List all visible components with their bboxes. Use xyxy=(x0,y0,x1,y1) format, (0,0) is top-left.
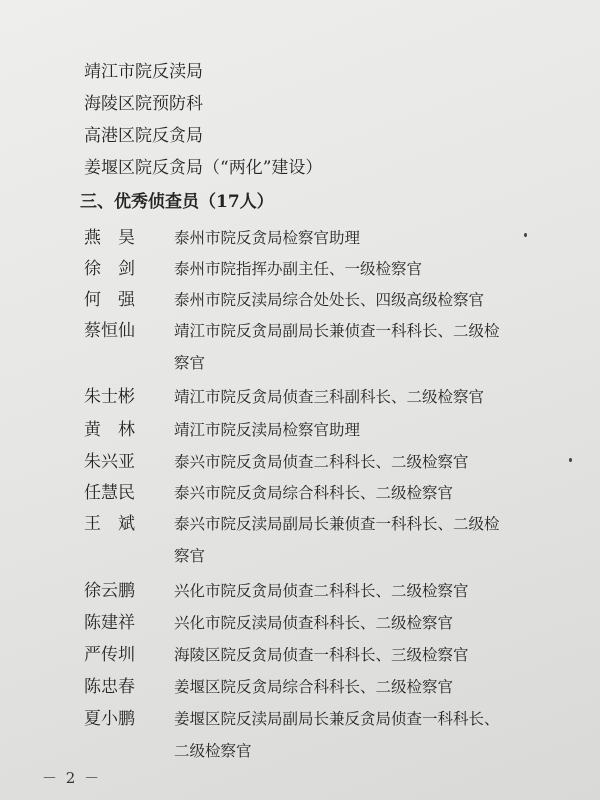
person-row xyxy=(84,483,584,505)
person-duty: 海陵区院反贪局侦查一科科长、三级检察官 xyxy=(174,646,469,664)
org-line: 高港区院反贪局 xyxy=(84,126,203,146)
org-line: 海陵区院预防科 xyxy=(84,94,203,114)
ink-speck xyxy=(569,458,572,462)
person-duty: 泰州市院指挥办副主任、一级检察官 xyxy=(174,260,423,278)
person-name: 严传圳 xyxy=(84,645,135,665)
person-row xyxy=(84,228,584,250)
person-name: 徐剑 xyxy=(84,259,152,279)
person-row xyxy=(84,514,584,536)
person-duty: 兴化市院反渎局侦查科科长、二级检察官 xyxy=(174,614,454,632)
person-row xyxy=(84,613,584,635)
person-duty-continued: 二级检察官 xyxy=(174,742,252,760)
person-duty: 泰兴市院反贪局综合科科长、二级检察官 xyxy=(174,484,454,502)
person-row xyxy=(84,387,584,409)
person-name: 蔡恒仙 xyxy=(84,321,135,341)
person-name: 朱士彬 xyxy=(84,387,135,407)
person-name: 夏小鹏 xyxy=(84,709,135,729)
person-name: 徐云鹏 xyxy=(84,581,135,601)
org-line: 姜堰区院反贪局（“两化”建设） xyxy=(84,158,323,178)
page-number: － 2 － xyxy=(42,769,102,787)
person-name: 陈忠春 xyxy=(84,677,135,697)
person-row xyxy=(84,645,584,667)
person-duty: 靖江市院反贪局侦查三科副科长、二级检察官 xyxy=(174,388,485,406)
person-row xyxy=(84,581,584,603)
person-duty: 靖江市院反渎局检察官助理 xyxy=(174,421,361,439)
person-duty-continued: 察官 xyxy=(174,354,206,372)
person-name: 燕昊 xyxy=(84,228,152,248)
person-name: 陈建祥 xyxy=(84,613,135,633)
person-duty: 泰州市院反贪局检察官助理 xyxy=(174,229,361,247)
person-duty: 泰兴市院反渎局副局长兼侦查一科科长、二级检 xyxy=(174,515,500,533)
person-row xyxy=(84,452,584,474)
person-name: 朱兴亚 xyxy=(84,452,135,472)
person-duty: 泰兴市院反贪局侦查二科科长、二级检察官 xyxy=(174,453,469,471)
person-row xyxy=(84,290,584,312)
ink-speck xyxy=(524,233,527,237)
person-name: 王斌 xyxy=(84,514,152,534)
org-line: 靖江市院反渎局 xyxy=(84,62,203,82)
person-row xyxy=(84,709,584,731)
person-duty-continued: 察官 xyxy=(174,547,206,565)
person-name: 黄林 xyxy=(84,420,152,440)
person-row xyxy=(84,677,584,699)
person-row xyxy=(84,321,584,343)
person-duty: 姜堰区院反渎局副局长兼反贪局侦查一科科长、 xyxy=(174,710,500,728)
section-title: 三、优秀侦查员（17人） xyxy=(80,192,274,212)
person-row xyxy=(84,259,584,281)
person-duty: 姜堰区院反贪局综合科科长、二级检察官 xyxy=(174,678,454,696)
person-duty: 泰州市院反渎局综合处处长、四级高级检察官 xyxy=(174,291,485,309)
person-name: 何强 xyxy=(84,290,152,310)
person-name: 任慧民 xyxy=(84,483,135,503)
person-row xyxy=(84,420,584,442)
person-duty: 兴化市院反贪局侦查二科科长、二级检察官 xyxy=(174,582,469,600)
person-duty: 靖江市院反贪局副局长兼侦查一科科长、二级检 xyxy=(174,322,500,340)
